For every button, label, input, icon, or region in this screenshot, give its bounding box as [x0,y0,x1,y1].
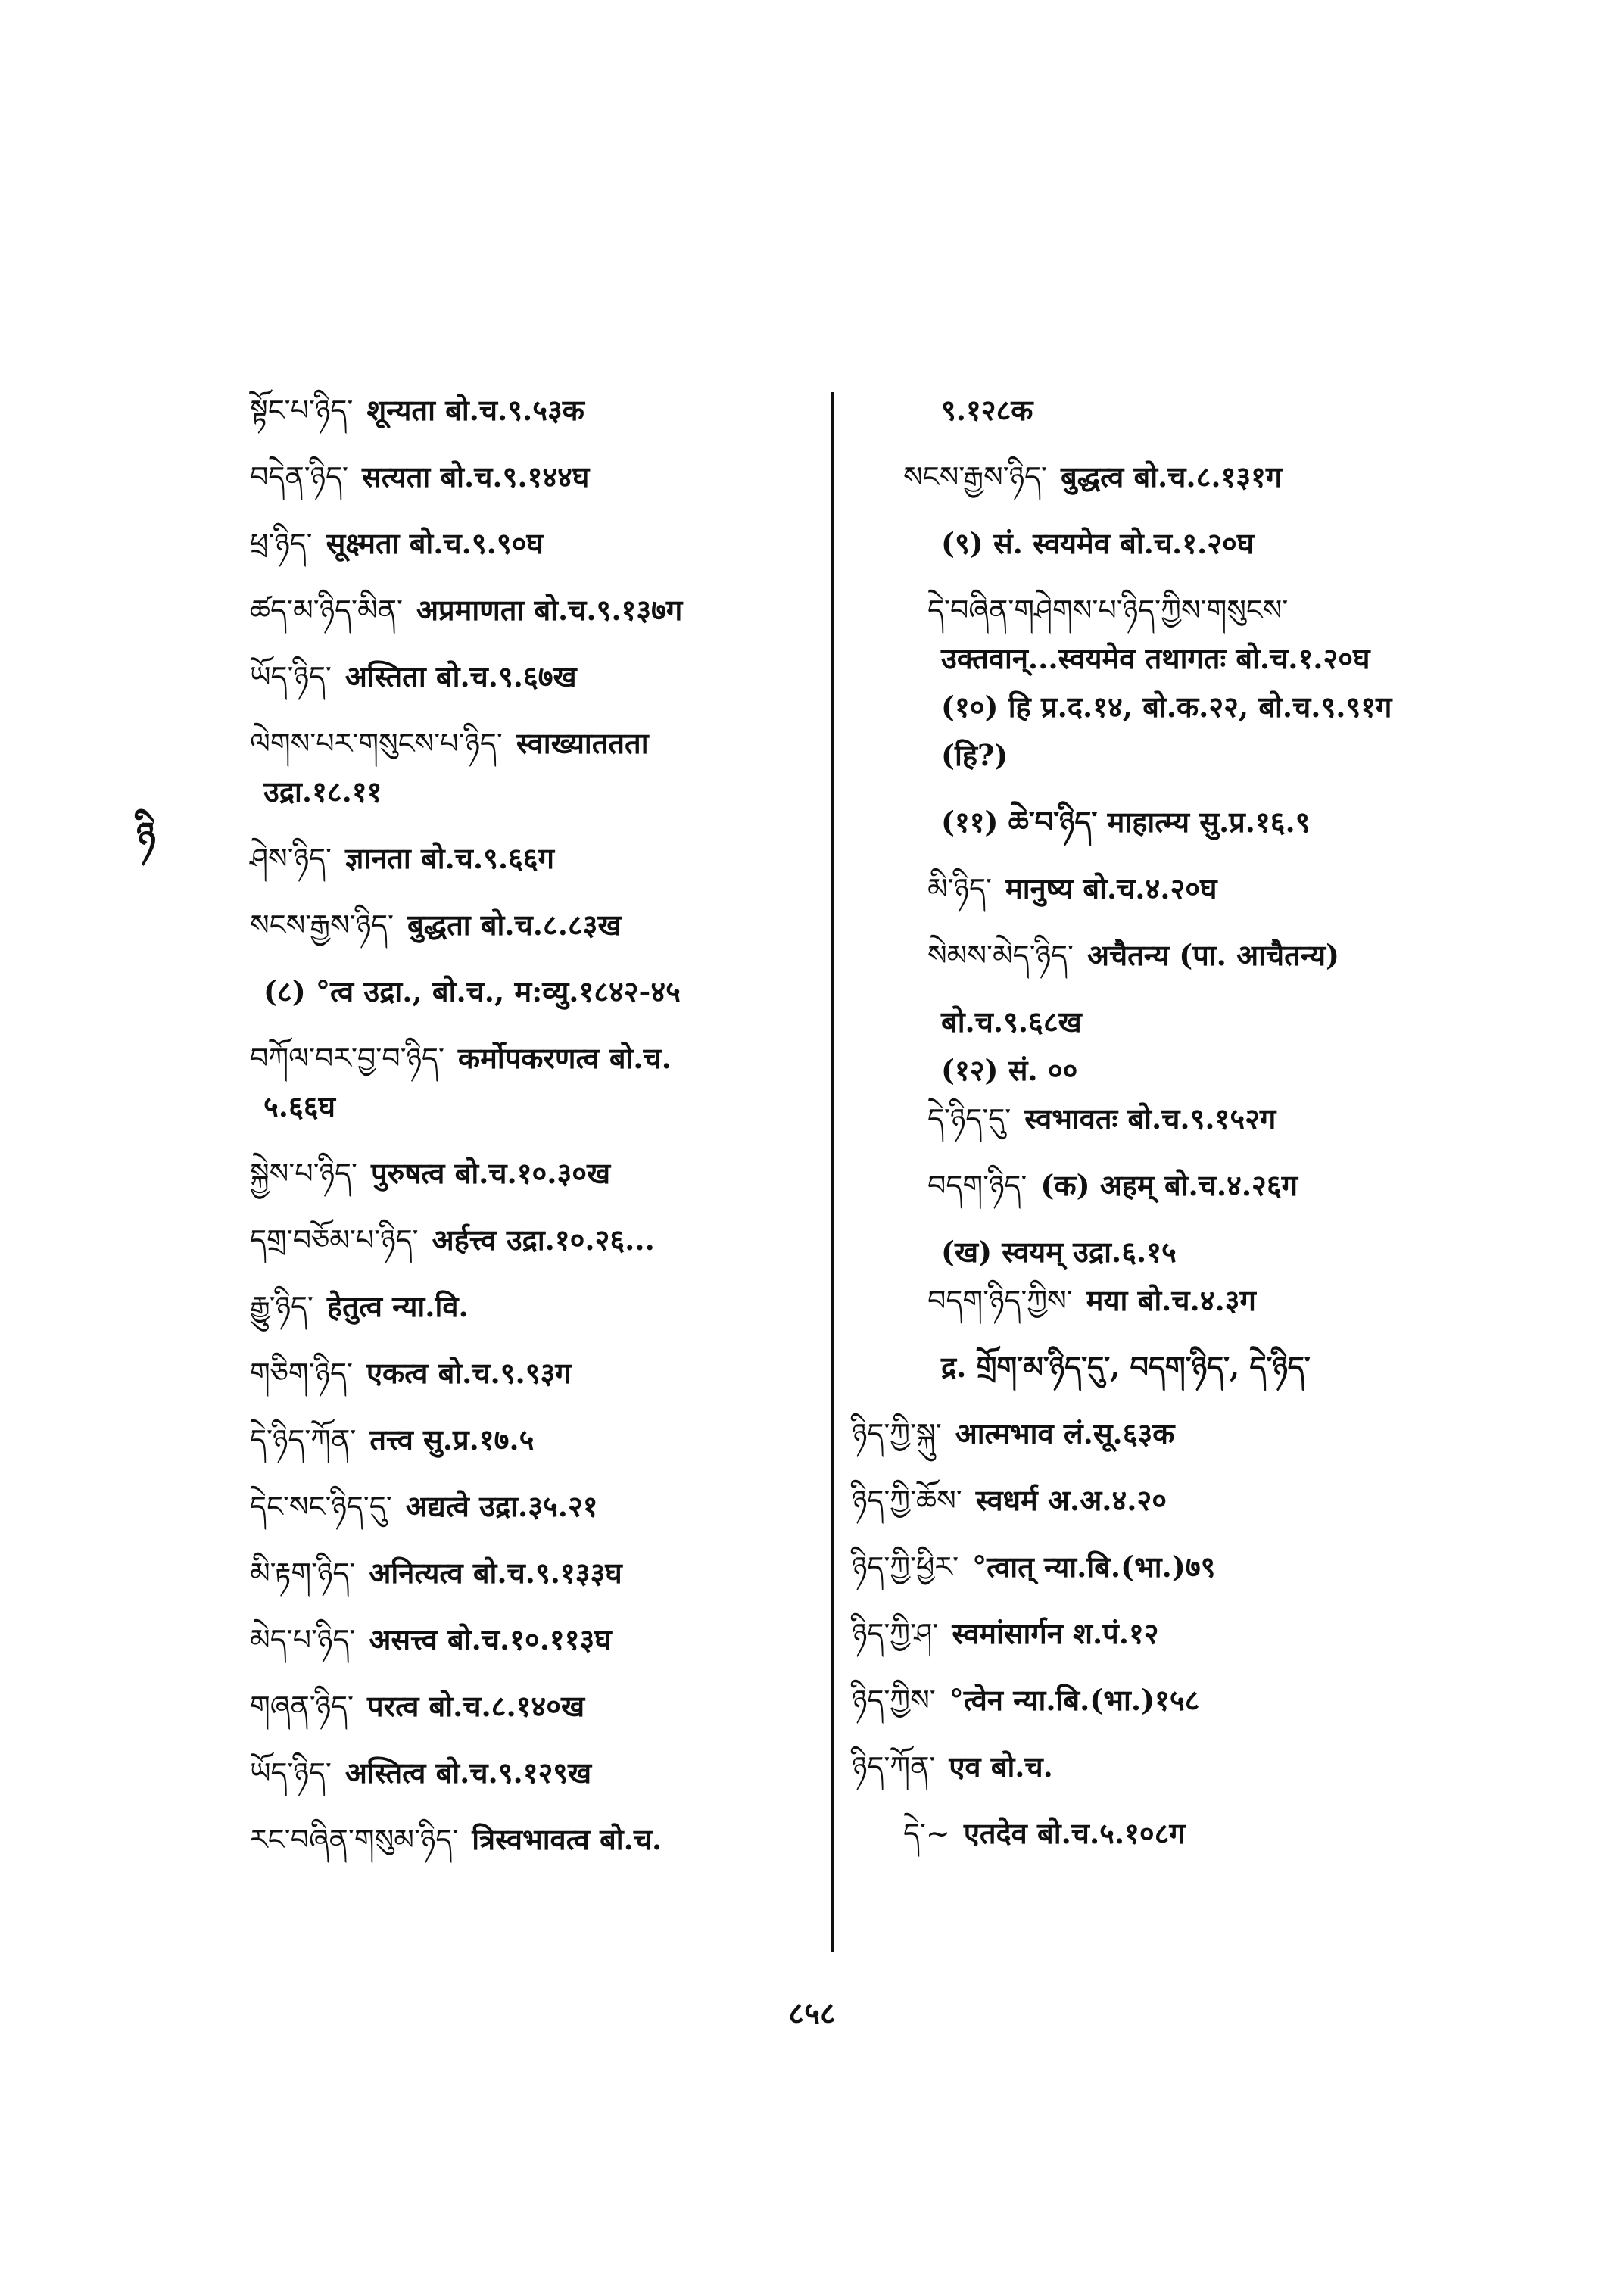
entry-text: पुरुषत्व बो.च.१०.३०ख [370,1156,611,1190]
tibetan-headword: རང་བཞིན་གསུམ་ཉིད་ [250,1823,459,1856]
entry-text: शून्यता बो.च.९.५३क [366,393,584,427]
entry [250,1623,810,1656]
entry-text: ९.१२८क [941,393,1033,427]
tibetan-headword: སངས་རྒྱས་ཉིད་ [250,908,394,942]
entry [250,527,810,560]
entry-text: अचैतन्य (पा. आचैतन्य) [1086,938,1339,972]
entry [250,1490,810,1523]
tibetan-headword: ཉིད་ཀོན་ [852,1750,936,1784]
page-number: ८५८ [788,1995,836,2031]
tibetan-headword: ཉིད་ཀྱིས་ [852,1684,936,1717]
column-divider [831,392,834,1952]
entry [852,460,1473,494]
tibetan-headword: དེ་ཉིད་ཀོན་ [250,1423,357,1456]
entry-text: (८) °त्व उद्रा., बो.च., म:व्यु.१८४२-४५ [263,974,681,1008]
entry [250,1290,810,1323]
entry [250,1157,810,1190]
tibetan-headword: བདག་ཉིད་ཀྱིས་ [927,1284,1073,1317]
entry-text: (हि?) [941,738,1008,772]
entry-text: बुद्धता बो.च.८.८३ख [407,908,622,942]
entry-text: (१०) हि प्र.द.१४, बो.क.२२, बो.च.९.९१ग [941,690,1392,724]
entry [852,1169,1473,1202]
entry-text: अद्यत्वे उद्रा.३५.२१ [405,1489,598,1523]
entry-text: तत्त्व सु.प्र.१७.५ [369,1422,535,1456]
entry [250,660,810,693]
entry-note [852,690,1473,724]
entry [250,1690,810,1723]
entry-text: अनित्यत्व बो.च.९.१३३घ [369,1556,622,1590]
tibetan-headword: ཉིད་ཀྱི་ཤ་ [852,1617,939,1650]
entry-text: उद्रा.१८.११ [263,774,382,808]
entry-text: (१२) सं. ०० [941,1053,1078,1087]
entry-text: स्वभावतः बो.च.९.१५२ग [1024,1101,1276,1136]
entry-text: बो.च.९.६८ख [941,1005,1082,1039]
tibetan-headword: སྐྱེས་པ་ཉིད་ [250,1157,357,1190]
tibetan-headword: ཉིད་ཀྱི་ཆོས་ [852,1484,962,1517]
entry-text: कर्मोपकरणत्व बो.च. [457,1041,672,1075]
entry [852,1817,1473,1850]
tibetan-headword: ཡོད་ཉིད་ [250,660,332,693]
entry [250,460,810,494]
tibetan-headword: དགྲ་བཅོམ་པ་ཉིད་ [250,1223,419,1257]
entry-continuation [852,394,1473,427]
right-column [852,394,1473,1883]
entry-text: मया बो.च.४.३ग [1086,1283,1256,1317]
entry-continuation [250,1090,810,1123]
entry-text: एतदेव बो.च.५.१०८ग [963,1816,1186,1850]
entry-text: °त्वात् न्या.बि.(भा.)७९ [972,1550,1216,1584]
tibetan-headword: ལེགས་པར་གསུངས་པ་ཉིད་ [250,727,503,760]
entry [250,842,810,875]
entry [852,1417,1473,1450]
entry-text: सत्यता बो.च.९.१४४घ [362,460,590,494]
entry-text: °त्वेन न्या.बि.(भा.)१५८ [949,1683,1200,1717]
tibetan-headword: ཚད་མ་ཉིད་མིན་ [250,594,404,627]
entry-text: सूक्ष्मता बो.च.९.९०घ [326,526,544,560]
tibetan-headword: དེང་སང་ཉིད་དུ་ [250,1490,392,1523]
entry-text: एकत्व बो.च.९.९३ग [366,1356,572,1390]
entry [250,1223,810,1257]
tibetan-headword: ཡོད་ཉིད་ [250,1756,332,1790]
entry-text: द्र. གྲོག་མ་ཉིད་དུ་, བདག་ཉིད་, དེ་ཉིད་ [941,1350,1311,1384]
entry-text: मानुष्य बो.च.४.२०घ [1005,871,1217,905]
tibetan-headword: ཉིད་ཀྱི་ཕྱིར་ [852,1550,959,1584]
tibetan-headword: ཉིད་ཀྱི་སྐུ་ [852,1417,942,1450]
entry-text: उक्तवान्...स्वयमेव तथागतः बो.च.१.२०घ [941,641,1370,675]
entry-text: स्वाख्याततता [516,726,649,760]
entry [852,939,1473,972]
tibetan-headword: མེད་པ་ཉིད་ [250,1623,356,1656]
entry-text: एव बो.च. [949,1749,1053,1784]
tibetan-headword: སྟོང་པ་ཉིད་ [250,394,354,427]
entry [852,1550,1473,1584]
entry-note [852,527,1473,560]
entry-text: (११) ཆེ་བ་ཉིད་ माहात्म्य सु.प्र.१६.९ [941,805,1311,839]
tibetan-headword: གཅིག་ཉིད་ [250,1357,353,1390]
tibetan-headword: དེ་ཉིད་དུ་ [927,1102,1011,1136]
entry [250,727,810,760]
tibetan-headword: ཤེས་ཉིད་ [250,842,332,875]
entry [852,872,1473,905]
tibetan-headword: བཀོལ་བར་བྱ་བ་ཉིད་ [250,1042,444,1075]
entry [250,908,810,942]
entry-text: ज्ञानता बो.च.९.६६ग [344,841,555,875]
entry-text: ५.६६घ [263,1089,335,1123]
entry-continuation [250,775,810,808]
margin-section-mark: ཉི [136,815,156,857]
tibetan-headword: མི་རྟག་ཉིད་ [250,1556,356,1590]
entry-text: अप्रमाणता बो.च.९.१३७ग [416,593,683,627]
entry [250,1756,810,1790]
tibetan-headword: དེ་བཞིན་གཤེགས་པ་ཉིད་ཀྱིས་གསུངས་ [927,594,1289,627]
entry-text: त्रिस्वभावत्व बो.च. [472,1822,662,1856]
tibetan-headword: རྒྱུ་ཉིད་ [250,1290,313,1323]
entry [250,1423,810,1456]
entry-note [852,805,1473,839]
entry-text: (९) सं. स्वयमेव बो.च.१.२०घ [941,526,1255,560]
tibetan-headword: མི་ཉིད་ [927,872,992,905]
tibetan-headword: བདེན་ཉིད་ [250,460,348,494]
left-column [250,394,810,1890]
entry-note [852,1054,1473,1087]
tibetan-headword: གཞན་ཉིད་ [250,1690,354,1723]
entry-text: स्वधर्म अ.अ.४.२० [975,1483,1167,1517]
entry [852,594,1473,627]
entry-text: अर्हत्त्व उद्रा.१०.२६... [432,1223,655,1257]
entry-text: स्वमांसार्गन श.पं.१२ [952,1616,1159,1650]
entry [250,394,810,427]
entry-text: असत्त्व बो.च.१०.११३घ [369,1622,612,1656]
entry [852,1684,1473,1717]
tibetan-headword: སེམས་མེད་ཉིད་ [927,939,1074,972]
entry-text: परत्व बो.च.८.१४०ख [367,1689,585,1723]
entry [852,1750,1473,1784]
tibetan-headword: བདག་ཉིད་ [927,1169,1027,1202]
entry-text: अस्तिता बो.च.९.६७ख [344,659,577,693]
entry [250,1357,810,1390]
entry-text: आत्मभाव लं.सू.६३क [955,1416,1175,1450]
entry-note [852,739,1473,772]
entry [250,594,810,627]
entry [852,1102,1473,1136]
entry [852,1617,1473,1650]
entry-text: (क) अहम् बो.च.४.२६ग [1040,1168,1298,1202]
cross-reference [852,1351,1473,1384]
entry [852,1284,1473,1317]
entry [852,1484,1473,1517]
tibetan-headword: དེ་~ [903,1817,950,1850]
entry-text: हेतुत्व न्या.वि. [326,1289,469,1323]
tibetan-headword: ཕྲ་ཉིད་ [250,527,313,560]
entry-continuation [852,1005,1473,1039]
entry-note [852,1235,1473,1269]
entry-note [250,975,810,1008]
entry-continuation [852,642,1473,675]
entry-text: बुद्धत्व बो.च.८.१३१ग [1061,460,1283,494]
entry-text: (ख) स्वयम् उद्रा.६.१५ [941,1235,1177,1269]
entry-text: अस्तित्व बो.च.९.१२९ख [344,1756,592,1790]
entry [250,1042,810,1075]
entry [250,1823,810,1856]
tibetan-headword: སངས་རྒྱས་ཉིད་ [903,460,1048,494]
entry [250,1556,810,1590]
